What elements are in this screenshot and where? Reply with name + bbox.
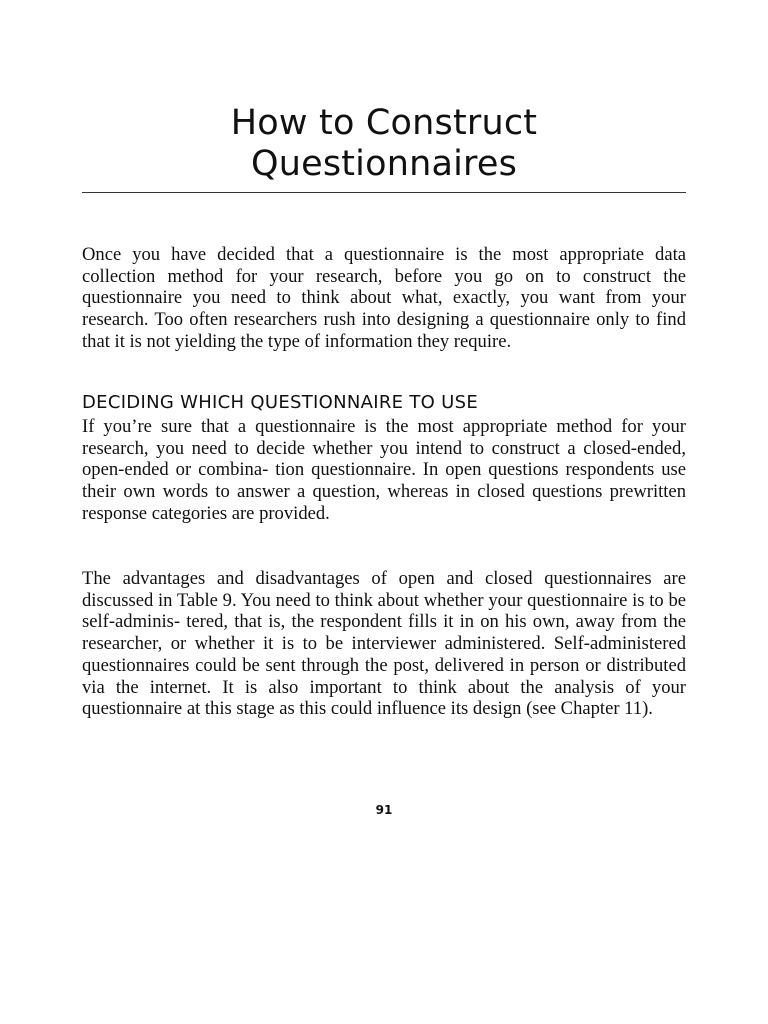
chapter-title-line-2: Questionnaires [250,144,518,184]
chapter-title-line-1: How to Construct [230,103,538,143]
section-paragraph-2: The advantages and disadvantages of open and closed questionnaires are discussed in Table 9. You need to think about whether your questionnaire is to be self-adminis- tered, that is, the respondent fills it in on his own, away from the researcher, or whether it is to be interviewer administered. Self-administered questionnaires could be sent through the post, delivered in person or distributed via the internet. It is also important to think about the analysis of your questionnaire at this stage as this could influence its design (see Chapter 11). [82,568,686,720]
chapter-title [82,103,686,185]
section-paragraph-1: If you’re sure that a questionnaire is the most appropriate method for your research, you need to decide whether you intend to construct a closed-ended, open-ended or combina- tion questionnaire. In open questions respondents use their own words to answer a question, whereas in closed questions prewritten response categories are provided. [82,416,686,524]
title-divider [82,192,686,193]
page-number: 91 [375,803,393,817]
section-heading: DECIDING WHICH QUESTIONNAIRE TO USE [82,392,479,413]
intro-paragraph: Once you have decided that a questionnaire is the most appropriate data collection method for your research, before you go on to construct the questionnaire you need to think about what, exactly, you want from your research. Too often researchers rush into designing a questionnaire only to find that it is not yielding the type of information they require. [82,244,686,352]
